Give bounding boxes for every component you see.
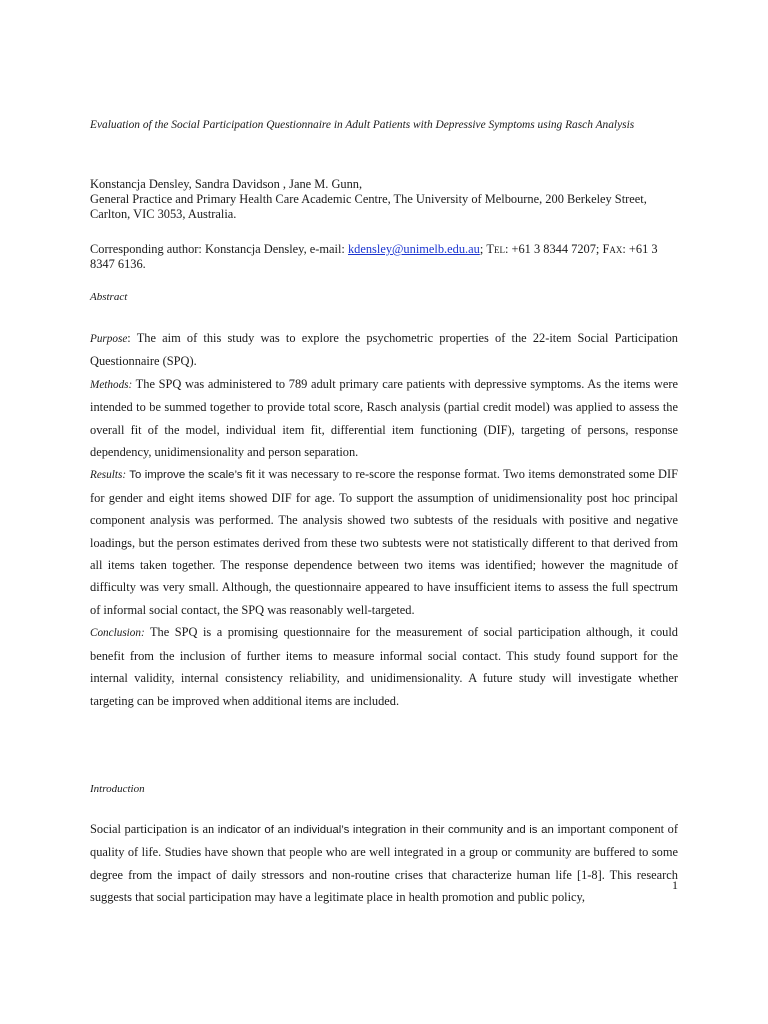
abstract-methods bbox=[90, 373, 678, 464]
results-sans-text: To improve the scale’s fit bbox=[126, 469, 255, 482]
corresponding-author: Corresponding author: Konstancja Densley, e-mail: kdensley@unimelb.edu.au; Tel: +61 3 8344 7207; Fax: +61 3 8347 6136. bbox=[90, 242, 658, 271]
page-number: 1 bbox=[672, 878, 678, 892]
email-link[interactable]: kdensley@unimelb.edu.au bbox=[347, 242, 480, 256]
author-names: Konstancja Densley, Sandra Davidson , Jane M. Gunn, bbox=[90, 177, 363, 191]
results-label: Results: bbox=[90, 469, 127, 482]
purpose-text: : The aim of this study was to explore the psychometric properties of the 22-item Social Participation Questionnaire (SPQ). bbox=[90, 331, 678, 369]
introduction-body bbox=[90, 818, 678, 909]
abstract-conclusion bbox=[90, 621, 678, 712]
abstract-body bbox=[90, 327, 678, 712]
corresponding-prefix: Corresponding author: Konstancja Densley, e-mail: bbox=[90, 242, 348, 256]
author-affiliation: General Practice and Primary Health Care Academic Centre, The University of Melbourne, 200 Berkeley Street, Carlton, VIC 3053, Australia. bbox=[90, 192, 647, 221]
tel-value: : +61 3 8344 7207; bbox=[504, 242, 603, 256]
author-block bbox=[90, 177, 678, 222]
paper-title: Evaluation of the Social Participation Questionnaire in Adult Patients with Depressive Symptoms using Rasch Analysis bbox=[90, 119, 635, 131]
conclusion-label: Conclusion: bbox=[90, 627, 145, 640]
abstract-purpose bbox=[90, 327, 678, 373]
tel-label: Tel bbox=[486, 242, 505, 256]
conclusion-text: The SPQ is a promising questionnaire for the measurement of social participation although, it could benefit from the inclusion of further items to measure informal social contact. This study found support for the internal validity, internal consistency reliability, and unidimensionality. A future study will investigate whether targeting can be improved when additional items are included. bbox=[90, 625, 678, 708]
intro-text-start: Social participation is an bbox=[90, 822, 218, 836]
introduction-paragraph bbox=[90, 818, 678, 909]
results-text: it was necessary to re-score the response format. Two items demonstrated some DIF for gender and eight items showed DIF for age. To support the assumption of unidimensionality post hoc principal component analysis was performed. The analysis showed two subtests of the residuals with positive and negative loadings, but the person estimates derived from these two subtests were not statistically different to that derived from all items taken together. The response dependence between two items was identified; however the magnitude of difficulty was very small. Although, the questionnaire appeared to have insufficient items to assess the full spectrum of informal social contact, the SPQ was reasonably well-targeted. bbox=[90, 467, 679, 617]
abstract-results bbox=[90, 463, 678, 621]
intro-text-rest: important component of quality of life. Studies have shown that people who are well integrated in a group or community are buffered to some degree from the impact of daily stressors and non-routine crises that characterize human life [1-8]. This research suggests that social participation may have a legitimate place in health promotion and public policy, bbox=[90, 822, 678, 905]
purpose-label: Purpose bbox=[90, 333, 128, 345]
fax-value: : +61 3 8347 6136. bbox=[90, 242, 658, 271]
methods-label: Methods: bbox=[90, 378, 133, 391]
intro-sans-text: indicator of an individual’s integration in their community and is an bbox=[217, 824, 554, 836]
fax-label: Fax bbox=[602, 242, 623, 256]
abstract-heading: Abstract bbox=[90, 291, 128, 303]
methods-text: The SPQ was administered to 789 adult primary care patients with depressive symptoms. As the items were intended to be summed together to provide total score, Rasch analysis (partial credit model) was applied to assess the overall fit of the model, individual item fit, differential item functioning (DIF), targeting of persons, response dependency, unidimensionality and person separation. bbox=[90, 376, 678, 460]
introduction-heading: Introduction bbox=[90, 783, 145, 795]
